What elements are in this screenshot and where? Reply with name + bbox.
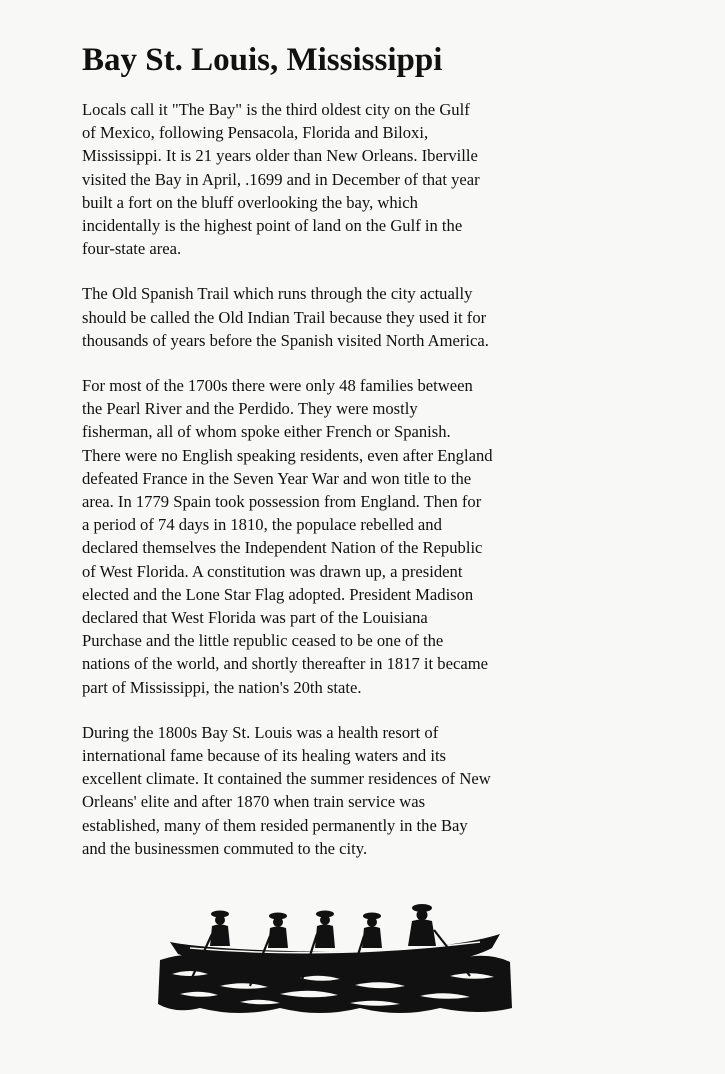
paragraph-4 [82,721,642,860]
text-line: of Mexico, following Pensacola, Florida and Biloxi, [82,123,429,143]
text-line: fisherman, all of whom spoke either French or Spanish. [82,422,451,442]
text-line: During the 1800s Bay St. Louis was a health resort of [82,722,439,742]
text-line: defeated France in the Seven Year War and won title to the [82,468,472,488]
text-line: area. In 1779 Spain took possession from England. Then for [82,492,482,512]
text-line: part of Mississippi, the nation's 20th state. [82,677,362,697]
text-line: excellent climate. It contained the summer residences of New [82,769,491,789]
text-line: Mississippi. It is 21 years older than New Orleans. Iberville [82,146,478,166]
text-line: The Old Spanish Trail which runs through the city actually [82,284,473,304]
text-line: There were no English speaking residents, even after England [82,445,493,465]
text-line: established, many of them resided permanently in the Bay [82,815,468,835]
text-line: nations of the world, and shortly thereafter in 1817 it became [82,654,488,674]
rowboat-woodcut-icon [150,890,520,1020]
text-line: and the businessmen commuted to the city. [82,838,368,858]
text-line: declared themselves the Independent Nation of the Republic [82,538,483,558]
text-line: Purchase and the little republic ceased to be one of the [82,631,444,651]
text-line: built a fort on the bluff overlooking the bay, which [82,192,418,212]
text-line: visited the Bay in April, .1699 and in December of that year [82,169,480,189]
text-line: international fame because of its healing waters and its [82,746,447,766]
text-line: a period of 74 days in 1810, the populace rebelled and [82,515,442,535]
text-line: Locals call it "The Bay" is the third oldest city on the Gulf [82,100,470,119]
paragraph-1 [82,98,642,260]
text-line: of West Florida. A constitution was drawn up, a president [82,561,463,581]
text-line: Orleans' elite and after 1870 when train service was [82,792,426,812]
paragraph-2 [82,282,642,352]
text-line: declared that West Florida was part of the Louisiana [82,608,428,628]
text-line: For most of the 1700s there were only 48 families between [82,376,473,396]
paragraph-3 [82,374,642,699]
page-title: Bay St. Louis, Mississippi [82,42,443,78]
text-line: should be called the Old Indian Trail because they used it for [82,307,487,327]
document-page [82,40,642,882]
text-line: the Pearl River and the Perdido. They were mostly [82,399,418,419]
text-line: incidentally is the highest point of land on the Gulf in the [82,216,463,236]
text-line: four-state area. [82,239,182,259]
text-line: thousands of years before the Spanish visited North America. [82,330,489,350]
text-line: elected and the Lone Star Flag adopted. President Madison [82,584,474,604]
